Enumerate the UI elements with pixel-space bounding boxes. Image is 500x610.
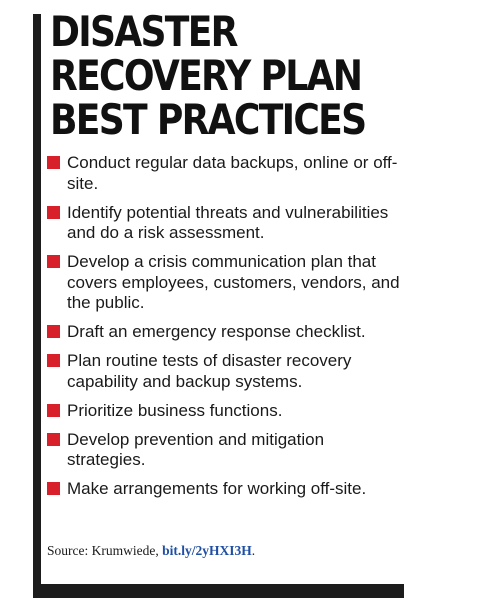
list-item xyxy=(47,203,407,244)
square-bullet-icon xyxy=(47,354,60,367)
best-practices-list xyxy=(47,153,407,508)
square-bullet-icon xyxy=(47,433,60,446)
source-link[interactable]: bit.ly/2yHXI3H xyxy=(162,543,252,558)
list-item xyxy=(47,401,407,422)
square-bullet-icon xyxy=(47,325,60,338)
source-prefix: Source: Krumwiede, xyxy=(47,543,163,558)
title-line-3: BEST PRACTICES xyxy=(50,95,366,144)
list-item-text: Prioritize business functions. xyxy=(67,400,283,420)
page-title xyxy=(50,7,428,144)
square-bullet-icon xyxy=(47,156,60,169)
list-item-text: Identify potential threats and vulnerabilities and do a risk assessment. xyxy=(67,202,389,242)
square-bullet-icon xyxy=(47,404,60,417)
list-item-text: Make arrangements for working off-site. xyxy=(67,479,367,498)
list-item xyxy=(47,479,407,500)
square-bullet-icon xyxy=(47,255,60,268)
title-line-2: RECOVERY PLAN xyxy=(50,51,362,100)
list-item xyxy=(47,430,407,471)
square-bullet-icon xyxy=(47,482,60,495)
frame-bottom-bar xyxy=(33,584,404,598)
source-credit xyxy=(47,543,255,559)
list-item-text: Plan routine tests of disaster recovery capability and backup systems. xyxy=(67,351,352,391)
list-item-text: Conduct regular data backups, online or off-site. xyxy=(67,153,398,193)
list-item xyxy=(47,252,407,314)
list-item xyxy=(47,351,407,392)
list-item-text: Develop a crisis communication plan that covers employees, customers, vendors, and the public. xyxy=(67,252,400,312)
list-item-text: Draft an emergency response checklist. xyxy=(67,322,366,341)
square-bullet-icon xyxy=(47,206,60,219)
list-item xyxy=(47,153,407,194)
title-line-1: DISASTER xyxy=(50,7,237,56)
source-suffix: . xyxy=(251,543,256,558)
list-item xyxy=(47,322,407,343)
frame-left-bar xyxy=(33,14,41,598)
list-item-text: Develop prevention and mitigation strategies. xyxy=(67,429,325,469)
